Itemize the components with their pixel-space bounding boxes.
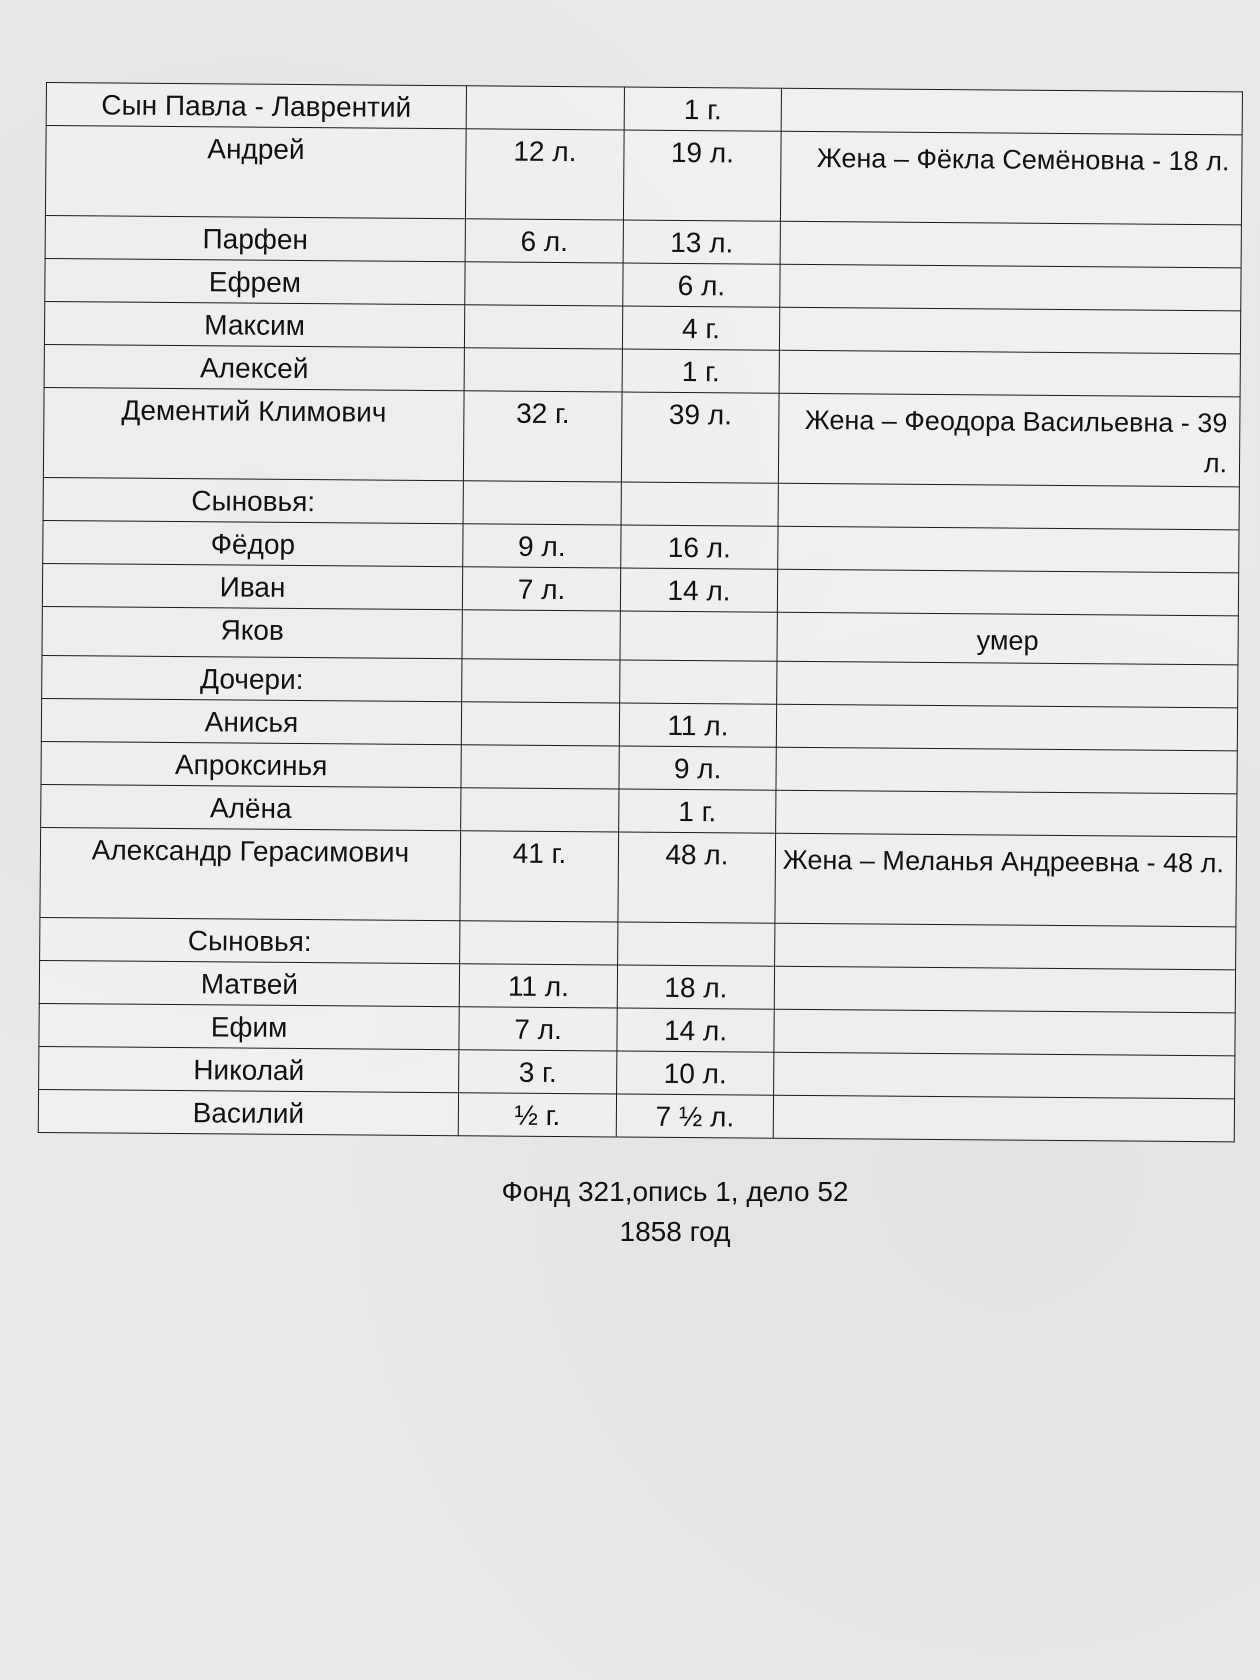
current-age-cell: 1 г. bbox=[622, 349, 779, 393]
note-cell bbox=[776, 747, 1237, 794]
table-row bbox=[38, 1089, 1234, 1141]
note-cell bbox=[774, 1052, 1235, 1099]
note-cell bbox=[776, 704, 1237, 751]
note-cell bbox=[779, 350, 1240, 397]
person-name-cell: Сыновья: bbox=[43, 477, 463, 523]
note-cell bbox=[778, 483, 1239, 530]
current-age-cell: 13 л. bbox=[623, 220, 780, 264]
note-cell bbox=[780, 264, 1241, 311]
person-name-cell: Анисья bbox=[41, 698, 461, 744]
person-name-cell: Парфен bbox=[45, 215, 465, 261]
person-name-cell: Андрей bbox=[45, 126, 466, 219]
note-cell bbox=[774, 966, 1235, 1013]
previous-age-cell bbox=[461, 702, 619, 746]
previous-age-cell: ½ г. bbox=[458, 1093, 616, 1137]
table-row bbox=[43, 387, 1240, 486]
note-cell: умер bbox=[777, 612, 1238, 665]
previous-age-cell bbox=[464, 348, 622, 392]
person-name-cell: Ефрем bbox=[45, 258, 465, 304]
person-name-cell: Сыновья: bbox=[40, 917, 460, 963]
note-cell bbox=[776, 790, 1237, 837]
previous-age-cell bbox=[464, 305, 622, 349]
previous-age-cell: 7 л. bbox=[459, 1007, 617, 1051]
person-name-cell: Василий bbox=[38, 1089, 458, 1135]
previous-age-cell: 7 л. bbox=[462, 567, 620, 611]
note-cell: Жена – Феодора Васильевна - 39 л. bbox=[778, 393, 1240, 487]
current-age-cell: 48 л. bbox=[618, 832, 776, 923]
person-name-cell: Ефим bbox=[39, 1003, 459, 1049]
current-age-cell: 19 л. bbox=[623, 130, 781, 221]
previous-age-cell bbox=[465, 262, 623, 306]
previous-age-cell bbox=[466, 86, 624, 130]
current-age-cell: 14 л. bbox=[617, 1008, 774, 1052]
current-age-cell: 11 л. bbox=[619, 703, 776, 747]
current-age-cell: 9 л. bbox=[619, 746, 776, 790]
note-cell bbox=[779, 307, 1240, 354]
person-name-cell: Яков bbox=[42, 606, 462, 658]
previous-age-cell: 32 г. bbox=[463, 391, 622, 482]
previous-age-cell bbox=[460, 921, 618, 965]
archive-footer bbox=[0, 1172, 1260, 1252]
current-age-cell: 39 л. bbox=[621, 392, 779, 483]
previous-age-cell bbox=[463, 481, 621, 525]
previous-age-cell bbox=[462, 659, 620, 703]
person-name-cell: Иван bbox=[42, 563, 462, 609]
person-name-cell: Николай bbox=[39, 1046, 459, 1092]
archive-reference: Фонд 321,опись 1, дело 52 bbox=[501, 1176, 849, 1207]
census-table-body bbox=[38, 83, 1242, 1142]
note-cell bbox=[774, 1009, 1235, 1056]
current-age-cell bbox=[618, 922, 775, 966]
person-name-cell: Сын Павла - Лаврентий bbox=[46, 83, 466, 129]
current-age-cell bbox=[620, 660, 777, 704]
note-cell bbox=[775, 923, 1236, 970]
person-name-cell: Максим bbox=[44, 301, 464, 347]
person-name-cell: Фёдор bbox=[43, 520, 463, 566]
previous-age-cell: 3 г. bbox=[459, 1050, 617, 1094]
previous-age-cell: 41 г. bbox=[460, 831, 619, 922]
record-year: 1858 год bbox=[619, 1216, 731, 1247]
current-age-cell: 4 г. bbox=[622, 306, 779, 350]
current-age-cell: 6 л. bbox=[623, 263, 780, 307]
person-name-cell: Матвей bbox=[39, 960, 459, 1006]
note-cell bbox=[773, 1095, 1234, 1142]
previous-age-cell: 6 л. bbox=[465, 219, 623, 263]
table-row bbox=[45, 126, 1242, 225]
previous-age-cell: 9 л. bbox=[463, 524, 621, 568]
note-cell bbox=[777, 661, 1238, 708]
person-name-cell: Алексей bbox=[44, 344, 464, 390]
census-table bbox=[38, 82, 1243, 1142]
person-name-cell: Дочери: bbox=[42, 655, 462, 701]
note-cell bbox=[781, 88, 1242, 135]
table-row bbox=[40, 827, 1237, 926]
previous-age-cell: 11 л. bbox=[459, 964, 617, 1008]
previous-age-cell bbox=[461, 745, 619, 789]
person-name-cell: Апроксинья bbox=[41, 741, 461, 787]
current-age-cell bbox=[621, 482, 778, 526]
person-name-cell: Дементий Климович bbox=[43, 387, 464, 480]
current-age-cell bbox=[620, 611, 777, 661]
note-cell: Жена – Меланья Андреевна - 48 л. bbox=[775, 833, 1237, 927]
current-age-cell: 1 г. bbox=[619, 789, 776, 833]
person-name-cell: Алёна bbox=[41, 784, 461, 830]
current-age-cell: 14 л. bbox=[620, 568, 777, 612]
previous-age-cell: 12 л. bbox=[465, 129, 624, 220]
current-age-cell: 16 л. bbox=[621, 525, 778, 569]
current-age-cell: 18 л. bbox=[617, 965, 774, 1009]
person-name-cell: Александр Герасимович bbox=[40, 827, 461, 920]
previous-age-cell bbox=[462, 610, 620, 660]
note-cell bbox=[778, 526, 1239, 573]
current-age-cell: 7 ½ л. bbox=[616, 1094, 773, 1138]
current-age-cell: 10 л. bbox=[617, 1051, 774, 1095]
note-cell: Жена – Фёкла Семёновна - 18 л. bbox=[780, 131, 1242, 225]
previous-age-cell bbox=[461, 788, 619, 832]
current-age-cell: 1 г. bbox=[624, 87, 781, 131]
note-cell bbox=[777, 569, 1238, 616]
note-cell bbox=[780, 221, 1241, 268]
